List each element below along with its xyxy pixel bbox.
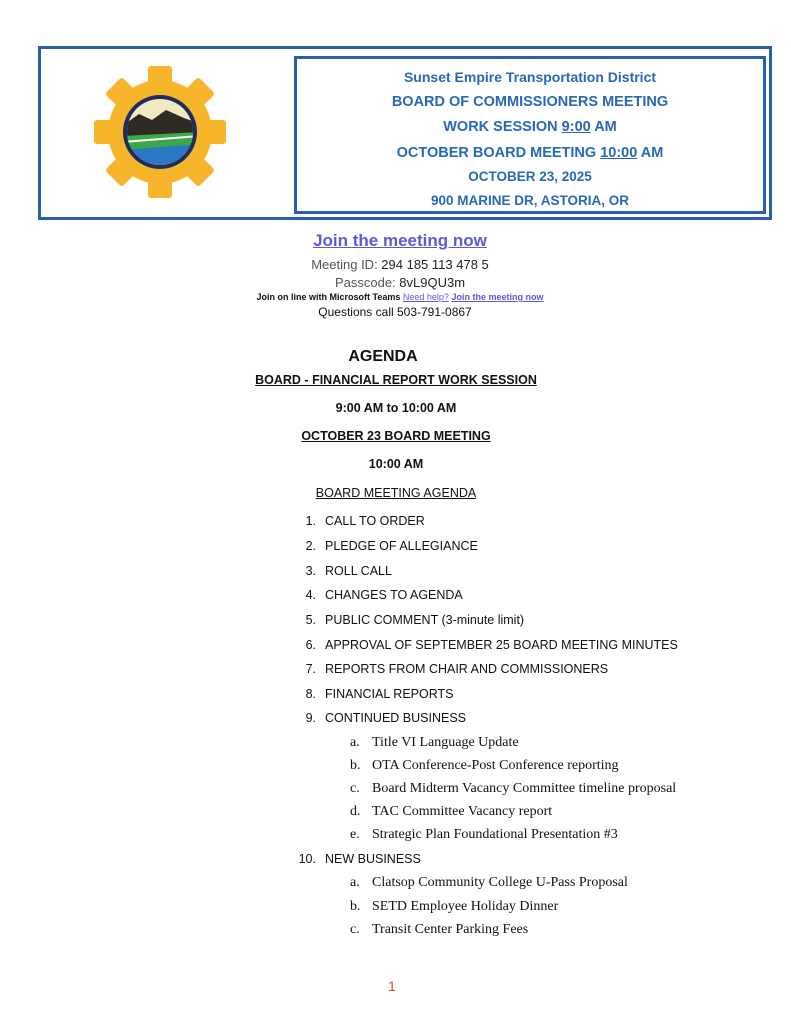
sub-item-letter: a.: [350, 875, 360, 890]
work-session-time: 9:00 AM to 10:00 AM: [335, 401, 457, 415]
page-number: 1: [388, 978, 396, 994]
list-item: PLEDGE OF ALLEGIANCE: [325, 539, 478, 553]
sub-item: Strategic Plan Foundational Presentation #3: [372, 827, 618, 842]
org-name: Sunset Empire Transportation District: [403, 69, 657, 85]
work-session-heading: BOARD - FINANCIAL REPORT WORK SESSION: [255, 373, 537, 387]
list-item-number: 5.: [305, 613, 316, 627]
list-item: APPROVAL OF SEPTEMBER 25 BOARD MEETING MINUTES: [325, 638, 678, 652]
list-item: NEW BUSINESS: [325, 852, 421, 866]
sub-item-letter: c.: [350, 781, 360, 796]
header-title-box: [294, 56, 766, 214]
list-item: CALL TO ORDER: [325, 514, 425, 528]
meeting-date: OCTOBER 23, 2025: [468, 169, 592, 184]
list-item-number: 9.: [305, 711, 316, 725]
board-meeting-agenda-subheading: BOARD MEETING AGENDA: [315, 486, 477, 500]
need-help-link[interactable]: Need help?: [402, 292, 449, 302]
list-item-number: 8.: [305, 687, 316, 701]
meeting-id: Meeting ID: 294 185 113 478 5: [311, 257, 489, 272]
sub-item: OTA Conference-Post Conference reporting: [372, 758, 619, 773]
list-item: PUBLIC COMMENT (3-minute limit): [325, 613, 525, 627]
sub-item: Clatsop Community College U-Pass Proposal: [372, 875, 628, 890]
passcode: Passcode: 8vL9QU3m: [334, 275, 466, 290]
list-item-number: 10.: [298, 852, 316, 866]
questions-line: Questions call 503-791-0867: [318, 305, 472, 319]
sub-item-letter: b.: [350, 899, 361, 914]
list-item: REPORTS FROM CHAIR AND COMMISSIONERS: [325, 662, 609, 676]
list-item-number: 6.: [305, 638, 316, 652]
board-meeting-time: 10:00 AM: [368, 457, 424, 471]
list-item-number: 1.: [305, 514, 316, 528]
setd-logo: [94, 66, 226, 198]
teams-line: Join on line with Microsoft Teams Need help? Join the meeting now: [256, 292, 544, 302]
list-item: FINANCIAL REPORTS: [325, 687, 454, 701]
join-meeting-link[interactable]: Join the meeting now: [313, 231, 487, 250]
join-meeting-small-link[interactable]: Join the meeting now: [451, 292, 544, 302]
board-meeting-heading: OCTOBER 23 BOARD MEETING: [301, 429, 491, 443]
sub-item-letter: b.: [350, 758, 361, 773]
list-item-number: 3.: [305, 564, 316, 578]
list-item: ROLL CALL: [325, 564, 392, 578]
sub-item-letter: c.: [350, 922, 360, 937]
list-item: CONTINUED BUSINESS: [325, 711, 466, 725]
sub-item: Board Midterm Vacancy Committee timeline proposal: [372, 781, 677, 796]
meeting-address: 900 MARINE DR, ASTORIA, OR: [430, 193, 630, 208]
agenda-title: AGENDA: [348, 348, 418, 365]
sub-item-letter: d.: [350, 804, 361, 819]
sub-item-letter: e.: [350, 827, 360, 842]
sub-item: Transit Center Parking Fees: [372, 922, 529, 937]
sub-item: TAC Committee Vacancy report: [372, 804, 553, 819]
list-item-number: 2.: [305, 539, 316, 553]
list-item-number: 7.: [305, 662, 316, 676]
board-meeting-line: OCTOBER BOARD MEETING 10:00 AM: [396, 145, 664, 161]
meeting-title: BOARD OF COMMISSIONERS MEETING: [391, 94, 669, 110]
work-session-line: WORK SESSION 9:00 AM: [443, 119, 617, 135]
sub-item: Title VI Language Update: [372, 735, 519, 750]
sub-item-letter: a.: [350, 735, 360, 750]
list-item-number: 4.: [305, 588, 316, 602]
list-item: CHANGES TO AGENDA: [325, 588, 463, 602]
sub-item: SETD Employee Holiday Dinner: [372, 899, 559, 914]
